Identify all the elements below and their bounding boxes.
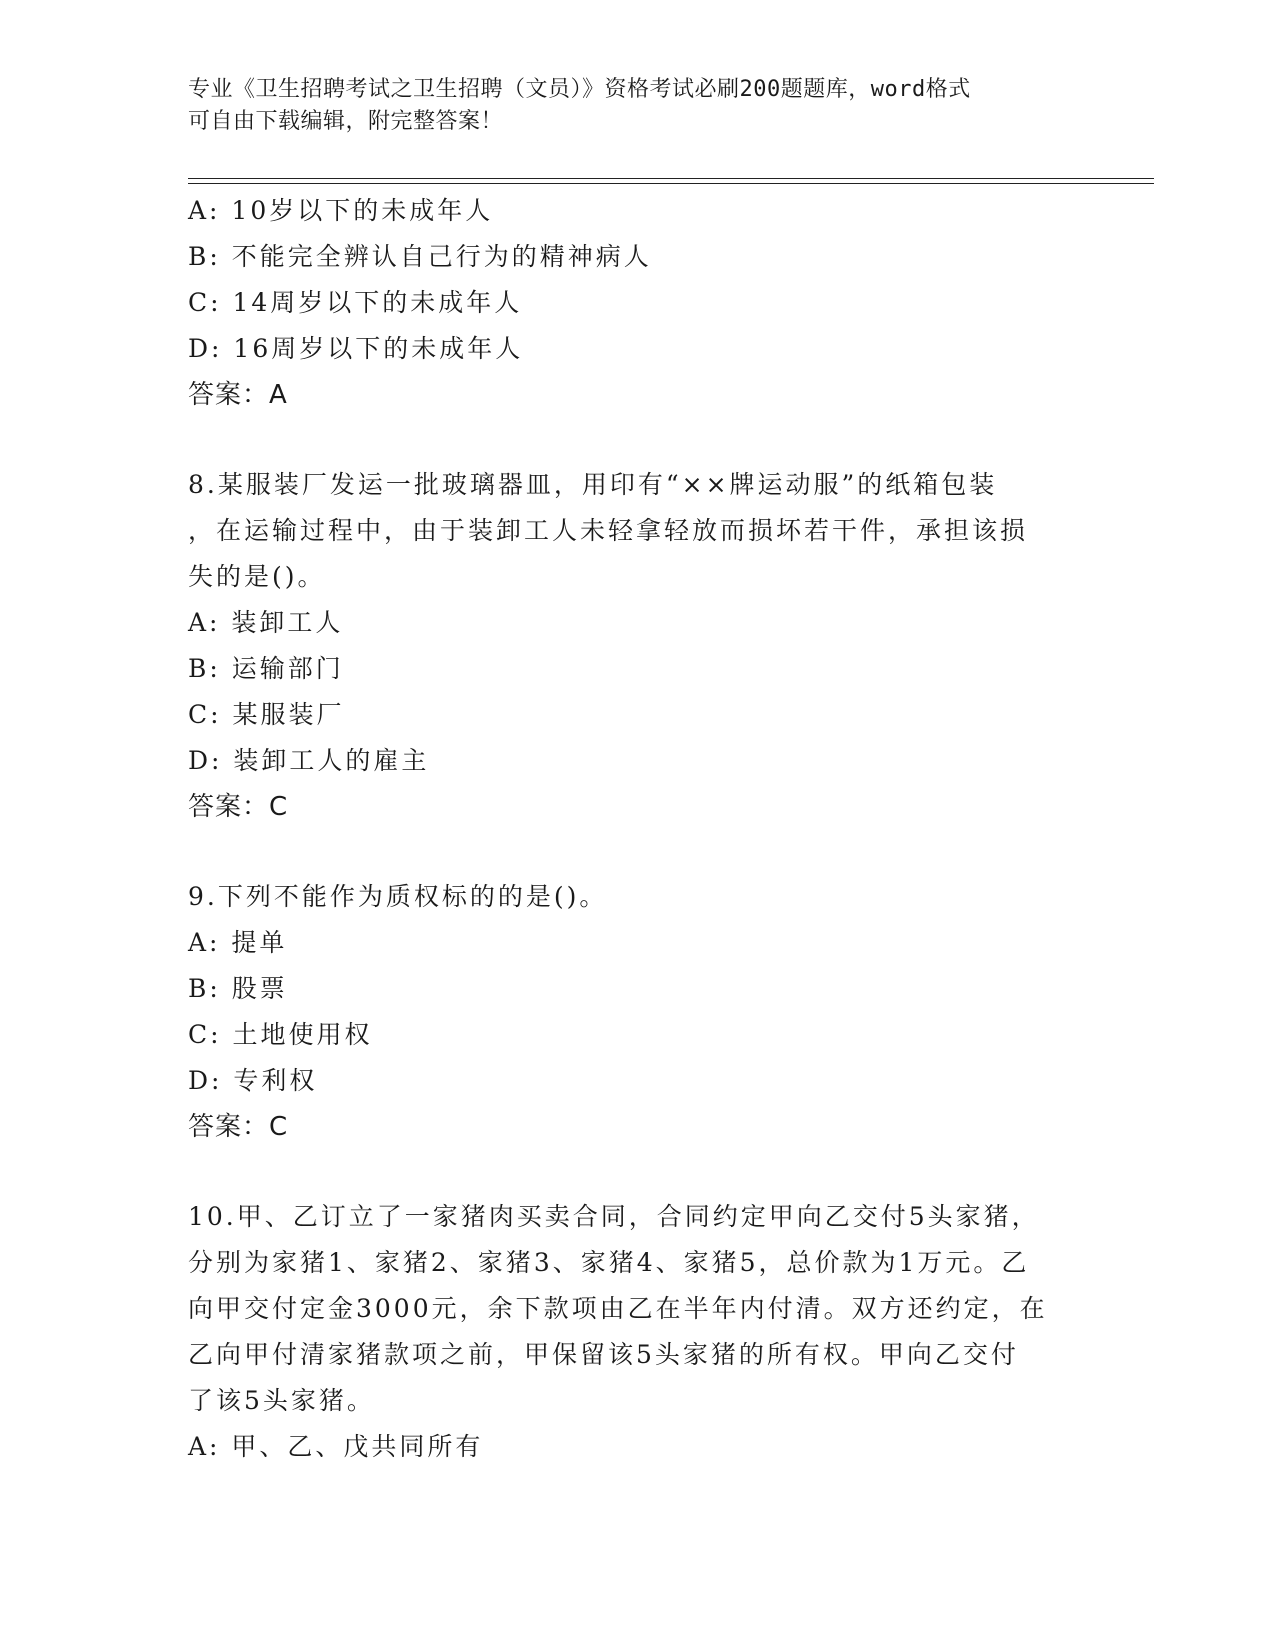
question-stem-line: ，在运输过程中，由于装卸工人未轻拿轻放而损坏若干件，承担该损 [188, 516, 1029, 545]
question-stem-line: 8.某服装厂发运一批玻璃器皿，用印有“××牌运动服”的纸箱包装 [188, 470, 998, 499]
question-list [188, 188, 1088, 1470]
option-c: C: 某服装厂 [188, 700, 345, 729]
option-a: A: 10岁以下的未成年人 [188, 196, 494, 225]
question-stem-line: 失的是()。 [188, 562, 326, 591]
question-9 [188, 874, 1088, 1150]
answer-line: 答案：A [188, 380, 288, 410]
question-stem-line: 分别为家猪1、家猪2、家猪3、家猪4、家猪5，总价款为1万元。乙 [188, 1248, 1030, 1277]
option-c: C: 14周岁以下的未成年人 [188, 288, 523, 317]
header-divider-bottom [188, 183, 1154, 184]
option-d: D: 装卸工人的雇主 [188, 746, 430, 775]
question-spacer [188, 418, 1088, 462]
question-stem-line: 乙向甲付清家猪款项之前，甲保留该5头家猪的所有权。甲向乙交付 [188, 1340, 1019, 1369]
question-stem-line: 了该5头家猪。 [188, 1386, 375, 1415]
question-spacer [188, 1150, 1088, 1194]
question-spacer [188, 830, 1088, 874]
question-stem-line: 9.下列不能作为质权标的的是()。 [188, 882, 608, 911]
question-7 [188, 188, 1088, 418]
question-stem-line: 10.甲、乙订立了一家猪肉买卖合同，合同约定甲向乙交付5头家猪， [188, 1202, 1040, 1231]
question-10 [188, 1194, 1088, 1470]
option-b: B: 运输部门 [188, 654, 344, 683]
header-title-line: 专业《卫生招聘考试之卫生招聘（文员）》资格考试必刷200题题库，word格式 [188, 77, 971, 102]
option-d: D: 16周岁以下的未成年人 [188, 334, 524, 363]
header-subtitle-line: 可自由下载编辑，附完整答案！ [188, 109, 504, 134]
header-divider-top [188, 178, 1154, 179]
option-a: A: 甲、乙、戊共同所有 [188, 1432, 484, 1461]
option-b: B: 不能完全辨认自己行为的精神病人 [188, 242, 652, 271]
option-a: A: 装卸工人 [188, 608, 344, 637]
document-header [188, 74, 1068, 138]
option-b: B: 股票 [188, 974, 288, 1003]
question-8 [188, 462, 1088, 830]
answer-line: 答案：C [188, 792, 289, 822]
option-d: D: 专利权 [188, 1066, 318, 1095]
option-c: C: 土地使用权 [188, 1020, 373, 1049]
answer-line: 答案：C [188, 1112, 289, 1142]
question-stem-line: 向甲交付定金3000元，余下款项由乙在半年内付清。双方还约定，在 [188, 1294, 1048, 1323]
option-a: A: 提单 [188, 928, 288, 957]
